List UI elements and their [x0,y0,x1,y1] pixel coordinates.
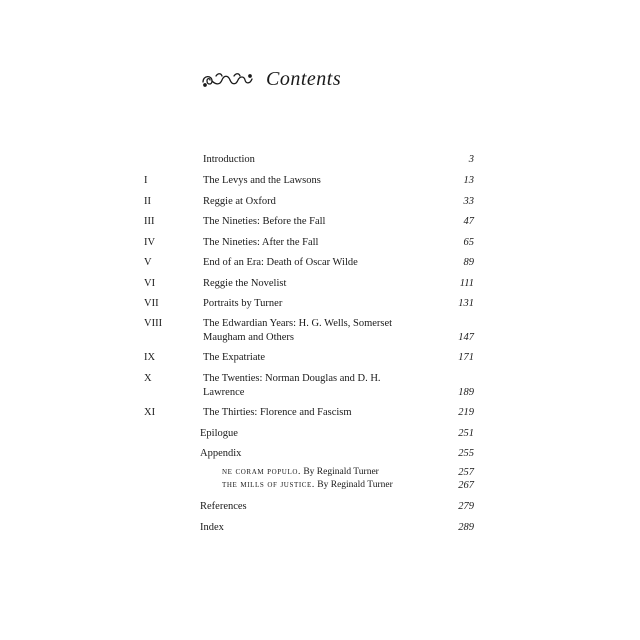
toc-entry-label: The Edwardian Years: H. G. Wells, Somerset [203,318,393,329]
toc-entry-page: 147 [458,332,474,343]
chapter-number: IV [144,237,156,248]
toc-entry-page: 131 [458,298,474,309]
toc-entry-label-continued: Maugham and Others [203,332,294,343]
toc-entry-label: The Nineties: After the Fall [203,237,319,248]
toc-entry-page: 13 [463,175,474,186]
chapter-number: XI [144,407,156,418]
toc-entry-label-continued: Lawrence [203,387,245,398]
chapter-number: V [144,257,152,268]
chapter-number: III [144,216,155,227]
toc-entry-page: 171 [458,352,474,363]
toc-entry-label: The Twenties: Norman Douglas and D. H. [203,373,381,384]
chapter-number: I [144,175,148,186]
toc-entry-page: 189 [458,387,474,398]
toc-entry-label: References [200,501,247,512]
toc-entry-label: Index [200,522,224,533]
toc-entry-label: Epilogue [200,428,238,439]
toc-entry-page: 47 [463,216,474,227]
toc-entry-page: 289 [458,522,474,533]
chapter-number: VI [144,278,156,289]
flourish-ornament-icon [200,70,256,90]
toc-entry-page: 279 [458,501,474,512]
appendix-item-label [222,466,462,479]
toc-entry-page: 257 [458,467,474,478]
toc-entry-page: 33 [463,196,474,207]
toc-entry-page: 267 [458,480,474,491]
chapter-number: VIII [144,318,163,329]
toc-entry-page: 219 [458,407,474,418]
appendix-item-author: By Reginald Turner [314,480,393,490]
appendix-item-title: the mills of justice. [222,480,315,490]
appendix-item-label [222,479,462,492]
toc-entry-page: 65 [463,237,474,248]
appendix-item-title: ne coram populo. [222,467,301,477]
toc-entry-label: Portraits by Turner [203,298,283,309]
toc-entry-label: The Levys and the Lawsons [203,175,321,186]
toc-entry-label: The Thirties: Florence and Fascism [203,407,352,418]
toc-entry-page: 255 [458,448,474,459]
toc-entry-page: 89 [463,257,474,268]
chapter-number: II [144,196,151,207]
toc-entry-label: The Nineties: Before the Fall [203,216,326,227]
contents-heading [200,68,341,91]
page-title: Contents [266,68,342,90]
toc-entry-label: Introduction [203,154,255,165]
toc-entry-label: End of an Era: Death of Oscar Wilde [203,257,358,268]
toc-entry-page: 251 [458,428,474,439]
toc-entry-label: Appendix [200,448,242,459]
appendix-item-author: By Reginald Turner [300,467,379,477]
chapter-number: IX [144,352,156,363]
toc-entry-label: The Expatriate [203,352,266,363]
toc-entry-label: Reggie at Oxford [203,196,276,207]
toc-entry-label: Reggie the Novelist [203,278,287,289]
toc-entry-page: 3 [468,154,474,165]
chapter-number: X [144,373,152,384]
chapter-number: VII [144,298,159,309]
toc-entry-page: 111 [459,278,474,289]
